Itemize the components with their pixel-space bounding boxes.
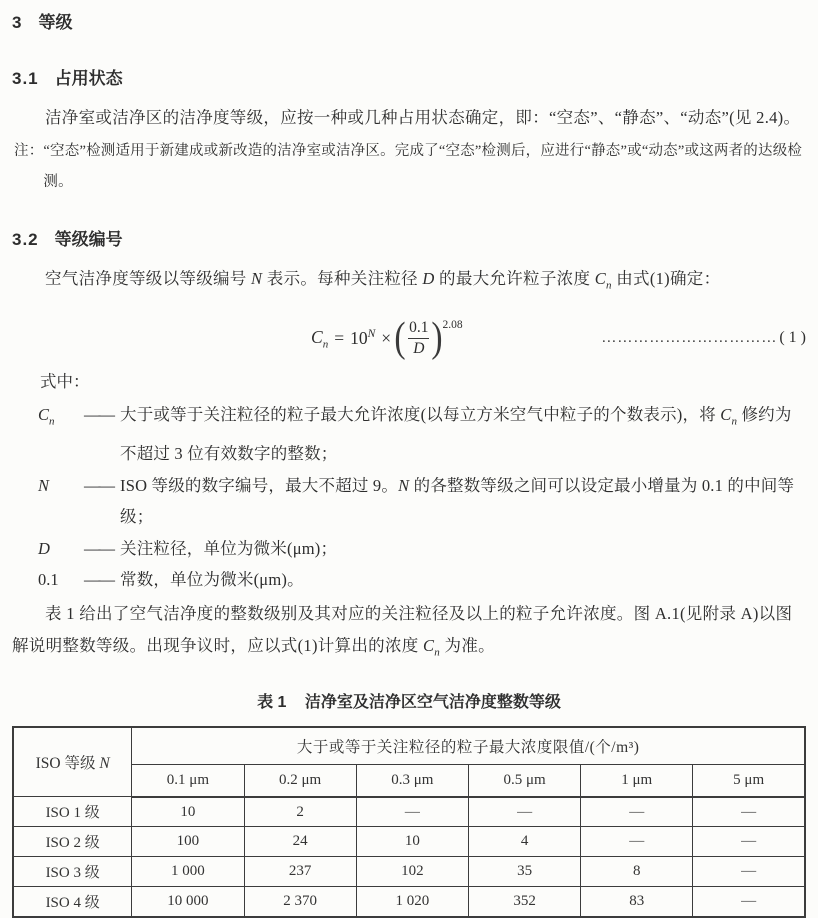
- definition-term: N: [38, 475, 50, 495]
- definition-row-cn: [12, 399, 806, 469]
- cell-value: 352: [468, 887, 580, 917]
- definition-row-d: [12, 533, 806, 565]
- times-sign: ×: [381, 327, 392, 348]
- cell-value: 237: [244, 857, 356, 887]
- note-label: 注：: [14, 143, 44, 159]
- class-number-paragraph: 空气洁净度等级以等级编号 N 表示。每种关注粒径 D 的最大允许粒子浓度 $C_n$ 由式(1)确定：: [45, 269, 721, 292]
- table-caption-title: 洁净室及洁净区空气洁净度整数等级: [304, 693, 561, 711]
- fraction-numerator: 0.1: [409, 319, 429, 337]
- table-row-iso1: [13, 797, 805, 827]
- definition-term: D: [38, 538, 50, 558]
- definition-dash: ——: [84, 405, 113, 425]
- definition-term: $C_n$: [38, 405, 55, 428]
- section-3-1-heading: [12, 64, 806, 89]
- cell-value: —: [693, 887, 805, 917]
- table-caption: [12, 689, 806, 712]
- formula-equation: [308, 314, 463, 361]
- cell-value: 100: [132, 827, 244, 857]
- cell-value: —: [693, 857, 805, 887]
- definition-dash: ——: [84, 570, 113, 590]
- header-concentration-limit: 大于或等于关注粒径的粒子最大浓度限值/(个/m³): [132, 727, 805, 765]
- table-row-iso3: [13, 857, 805, 887]
- definition-term: 0.1: [38, 570, 59, 590]
- definition-text: 大于或等于关注粒径的粒子最大允许浓度(以每立方米空气中粒子的个数表示)，将 $C_n$ 修约为不超过 3 位有效数字的整数；: [120, 405, 792, 464]
- cell-value: —: [356, 797, 468, 827]
- cell-value: —: [693, 827, 805, 857]
- section-title: 等级编号: [54, 230, 123, 249]
- section-3-2-heading: [12, 225, 806, 250]
- cell-value: —: [581, 797, 693, 827]
- header-size-0.3um: 0.3 μm: [356, 765, 468, 797]
- definition-text: 关注粒径，单位为微米(μm)；: [120, 538, 338, 558]
- equation-number: ( 1 ): [779, 329, 806, 347]
- definition-row-n: [12, 470, 806, 533]
- row-label: ISO 4 级: [13, 887, 132, 917]
- cell-value: 2: [244, 797, 356, 827]
- var-D: D: [422, 269, 435, 288]
- cell-value: 1 000: [132, 857, 244, 887]
- section-number: 3.1: [12, 69, 39, 88]
- cell-value: 8: [581, 857, 693, 887]
- formula-base: $10^N$: [350, 327, 376, 348]
- var-N: N: [251, 269, 263, 288]
- var-C: C: [594, 269, 606, 288]
- formula-exponent: 2.08: [442, 319, 463, 332]
- section-title: 等级: [38, 13, 73, 32]
- occupancy-state-paragraph: 洁净室或洁净区的洁净度等级，应按一种或几种占用状态确定，即：“空态”、“静态”、“动态”(见 2.4)。: [45, 108, 801, 127]
- definition-list: [12, 399, 806, 595]
- section-number: 3.2: [12, 230, 39, 249]
- row-label: ISO 3 级: [13, 857, 132, 887]
- row-label: ISO 2 级: [13, 827, 132, 857]
- right-paren: ): [431, 314, 444, 361]
- cell-value: —: [581, 827, 693, 857]
- cell-value: 10: [132, 797, 244, 827]
- cell-value: 102: [356, 857, 468, 887]
- cell-value: 1 020: [356, 887, 468, 917]
- cell-value: 4: [468, 827, 580, 857]
- definition-text: 常数，单位为微米(μm)。: [120, 570, 304, 590]
- cell-value: 83: [581, 887, 693, 917]
- where-label: 式中：: [40, 372, 90, 392]
- fraction: [407, 318, 430, 358]
- dotted-leader: ……………………………: [601, 329, 778, 346]
- header-size-1um: 1 μm: [581, 765, 693, 797]
- definition-row-01: [12, 564, 806, 596]
- header-size-0.5um: 0.5 μm: [468, 765, 580, 797]
- definition-dash: ——: [84, 538, 113, 558]
- header-size-0.1um: 0.1 μm: [132, 765, 244, 797]
- cell-value: 24: [244, 827, 356, 857]
- cell-value: —: [693, 797, 805, 827]
- cell-value: 2 370: [244, 887, 356, 917]
- note: [12, 136, 806, 198]
- cell-value: 10: [356, 827, 468, 857]
- table-intro-paragraph: 表 1 给出了空气洁净度的整数级别及其对应的关注粒径及以上的粒子允许浓度。图 A.1(见附录 A)以图解说明整数等级。出现争议时，应以式(1)计算出的浓度 $C_n$ 为准。: [12, 603, 793, 658]
- header-size-5um: 5 μm: [693, 765, 805, 797]
- cell-value: 35: [468, 857, 580, 887]
- row-label: ISO 1 级: [13, 797, 132, 827]
- table-row-iso4: [13, 887, 805, 917]
- section-number: 3: [12, 13, 23, 32]
- definition-dash: ——: [84, 475, 113, 495]
- header-iso-class: ISO 等级 N: [13, 727, 132, 797]
- formula-lhs: $C_n$: [311, 326, 329, 351]
- fraction-denominator: D: [408, 338, 429, 358]
- section-3-heading: [12, 8, 806, 33]
- section-title: 占用状态: [54, 69, 123, 88]
- note-text: “空态”检测适用于新建成或新改造的洁净室或洁净区。完成了“空态”检测后，应进行“静态”或“动态”或这两者的达级检测。: [43, 143, 803, 190]
- header-size-0.2um: 0.2 μm: [244, 765, 356, 797]
- cleanliness-class-table: [12, 726, 806, 918]
- table-row-iso2: [13, 827, 805, 857]
- formula-block: [12, 313, 806, 363]
- cell-value: 10 000: [132, 887, 244, 917]
- cell-value: —: [468, 797, 580, 827]
- table-caption-number: 表 1: [257, 693, 287, 711]
- left-paren: (: [394, 314, 406, 361]
- equals-sign: =: [334, 327, 345, 348]
- definition-text: ISO 等级的数字编号，最大不超过 9。N 的各整数等级之间可以设定最小增量为 0.1 的中间等级；: [120, 475, 795, 527]
